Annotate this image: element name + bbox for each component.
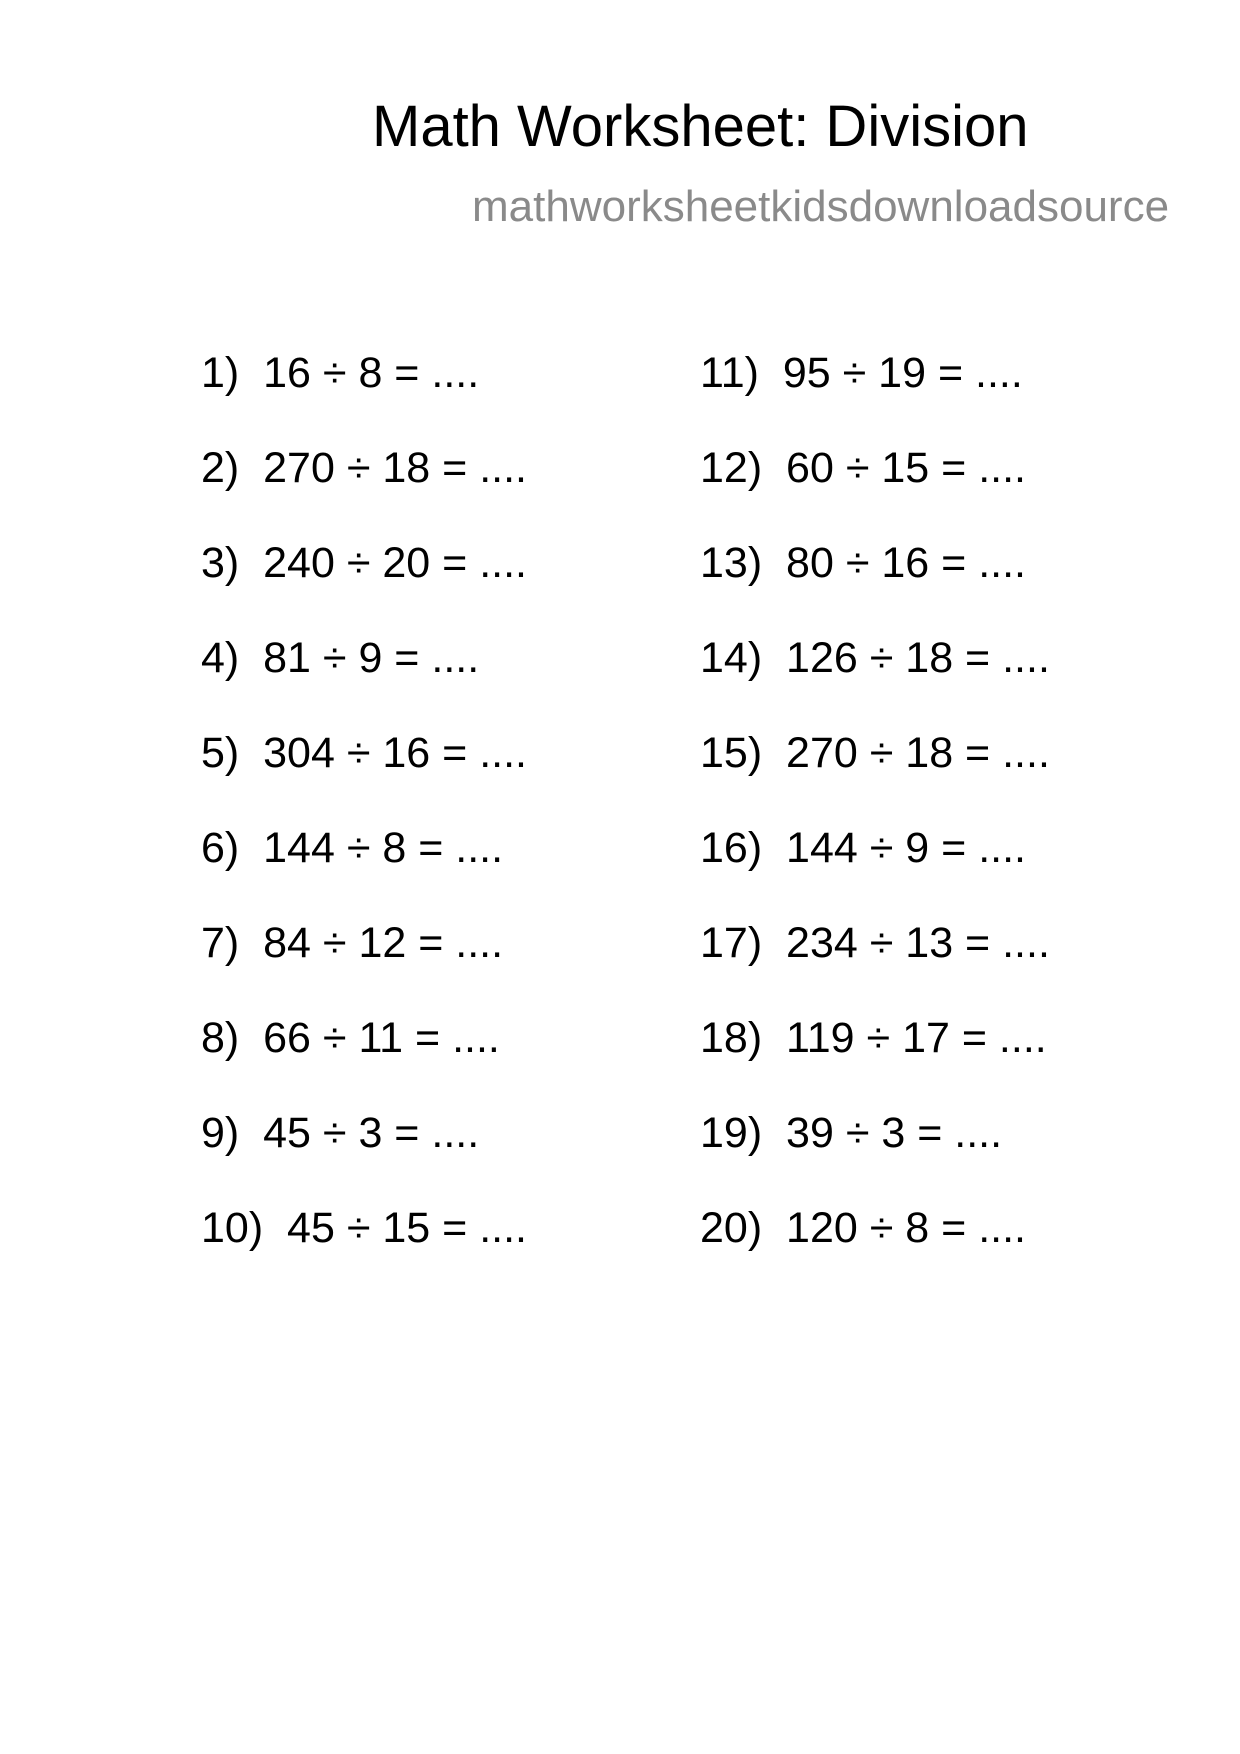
division-problem: 1) 16 ÷ 8 = .... (201, 349, 480, 397)
division-problem: 11) 95 ÷ 19 = .... (700, 349, 1023, 397)
division-problem: 15) 270 ÷ 18 = .... (700, 729, 1050, 777)
division-problem: 19) 39 ÷ 3 = .... (700, 1109, 1003, 1157)
division-problem: 7) 84 ÷ 12 = .... (201, 919, 504, 967)
division-problem: 13) 80 ÷ 16 = .... (700, 539, 1026, 587)
division-problem: 20) 120 ÷ 8 = .... (700, 1204, 1026, 1252)
division-problem: 14) 126 ÷ 18 = .... (700, 634, 1050, 682)
division-problem: 3) 240 ÷ 20 = .... (201, 539, 527, 587)
division-problem: 10) 45 ÷ 15 = .... (201, 1204, 527, 1252)
division-problem: 12) 60 ÷ 15 = .... (700, 444, 1026, 492)
division-problem: 2) 270 ÷ 18 = .... (201, 444, 527, 492)
division-problem: 18) 119 ÷ 17 = .... (700, 1014, 1047, 1062)
division-problem: 17) 234 ÷ 13 = .... (700, 919, 1050, 967)
worksheet-title: Math Worksheet: Division (372, 94, 1029, 159)
division-problem: 6) 144 ÷ 8 = .... (201, 824, 504, 872)
problem-column-right (700, 349, 1050, 1302)
division-problem: 9) 45 ÷ 3 = .... (201, 1109, 480, 1157)
division-problem: 4) 81 ÷ 9 = .... (201, 634, 480, 682)
division-problem: 16) 144 ÷ 9 = .... (700, 824, 1026, 872)
division-problem: 5) 304 ÷ 16 = .... (201, 729, 527, 777)
division-problem: 8) 66 ÷ 11 = .... (201, 1014, 500, 1062)
source-watermark: mathworksheetkidsdownloadsource (472, 182, 1170, 231)
problem-column-left (201, 349, 527, 1302)
